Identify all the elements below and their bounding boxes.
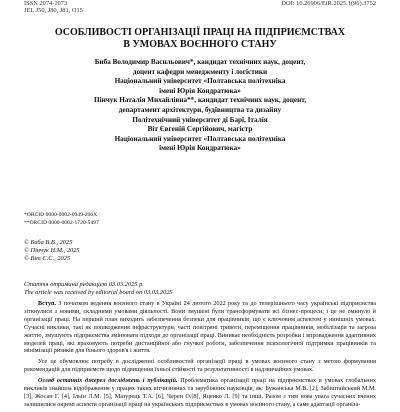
- author-line: Пінчук Наталія Михайлівна**, кандидат технічних наук, доцент,: [93, 96, 307, 105]
- author-line: імені Юрія Кондратюка»: [159, 86, 241, 95]
- received-en: The article was received by editorial board on 03.03.2025: [24, 289, 173, 297]
- intro-label: Вступ.: [38, 300, 57, 307]
- received-ua: Стаття отримана редакцією 03.03.2025 р.: [24, 281, 144, 288]
- copyright-block: [24, 239, 80, 263]
- orcid-notes: [24, 212, 99, 227]
- article-body: [24, 300, 376, 412]
- intro-text: З початком ведення воєнного стану в Україні 24 лютого 2022 року та до теперішнього часу українські підприємства зіткнулися з новими, складними умовами діяльності. Вони змушені були трансформувати всі бізнес-процеси, і це не оминуло й організації праці. На перший план виходить забезпечення безпеки для працівників, що є ключовим аспектом у нинішніх умовах. Сучасні виклики, такі як пошкодження інфраструктури, часті повітряні тривоги, переміщення працівників, мобілізація та загроза життю, змушують підприємства змінювати підходи до організації праці. Виникає необхідність розробки і впровадження адаптивних моделей праці, які враховують потреби дистанційної або гнучкої роботи, забезпечення психологічної підтримки працівників та мінімізації ризиків для їхнього здоров'я і життя.: [24, 300, 376, 355]
- title-line-2: В УМОВАХ ВОЄННОГО СТАНУ: [123, 39, 277, 50]
- author-line: імені Юрія Кондратюка»: [159, 144, 241, 153]
- author-line: Віт Євгеній Сергійович, магістр: [147, 125, 253, 134]
- title-line-1: ОСОБЛИВОСТІ ОРГАНІЗАЦІЇ ПРАЦІ НА ПІДПРИЄМСТВАХ: [54, 27, 346, 38]
- copyright-line: © Биба В.В., 2025: [24, 239, 73, 246]
- review-text: Проблематика організації праці на підприємствах в умовах глобальних викликів знайшла відображення у працях таких вітчизняних та зарубіжних науковців, як: Бужанська М.В. [2], Забіштайський М.М. [3], Жосан Г. [4], Ільїн Л.М. [5], Мазурець Т.А. [6], Черен О.[8], Яценко Л. [9] та інші. Разом з тим нова увага сучасних вчених залишилися окремі аспекти організації праці на українських підприємствах в умовах воєнного стану, а саме адаптації організа-: [24, 377, 376, 408]
- author-line: Національний університет «Полтавська політехніка: [114, 134, 286, 143]
- jel-codes: JEL J50, J80, J81, O15: [24, 7, 83, 14]
- review-paragraph: [24, 377, 376, 409]
- doi-text: DOI: 10.26906/EiR.2025.1(96).3752: [281, 0, 376, 7]
- author-line: Биба Володимир Васильович*, кандидат технічних наук, доцент,: [94, 58, 306, 66]
- author-block: [40, 58, 360, 154]
- review-label: Огляд останніх джерел досліджень і публікацій.: [38, 377, 178, 385]
- orcid-line: *ORCID 0000-0002-0949-206X: [24, 212, 98, 218]
- orcid-line: **ORCID 0000-0002-1720-5497: [24, 219, 99, 226]
- purpose-paragraph: Усе це обумовлює потребу в дослідженні особливостей організації праці в умовах воєнного стану з метою формування рекомендацій для підприємств щодо підвищення їхньої стійкості та результативності в надзвичайних умовах.: [24, 358, 376, 374]
- copyright-line: © Пінчук Н.М., 2025: [24, 247, 80, 254]
- copyright-line: © Віт Є.С., 2025: [24, 255, 71, 262]
- author-line: Національний університет «Полтавська політехніка: [114, 77, 286, 86]
- author-line: департамент архітектури, будівництва та дизайну: [118, 105, 282, 114]
- article-title: [24, 27, 376, 51]
- author-line: Політехнічний університет ді Барі, Італія: [132, 115, 268, 124]
- intro-paragraph: [24, 300, 376, 355]
- received-note: [24, 281, 173, 298]
- author-line: доцент кафедри менеджменту і логістики: [132, 67, 268, 76]
- issn-text: ISSN 2074-1073: [24, 0, 68, 7]
